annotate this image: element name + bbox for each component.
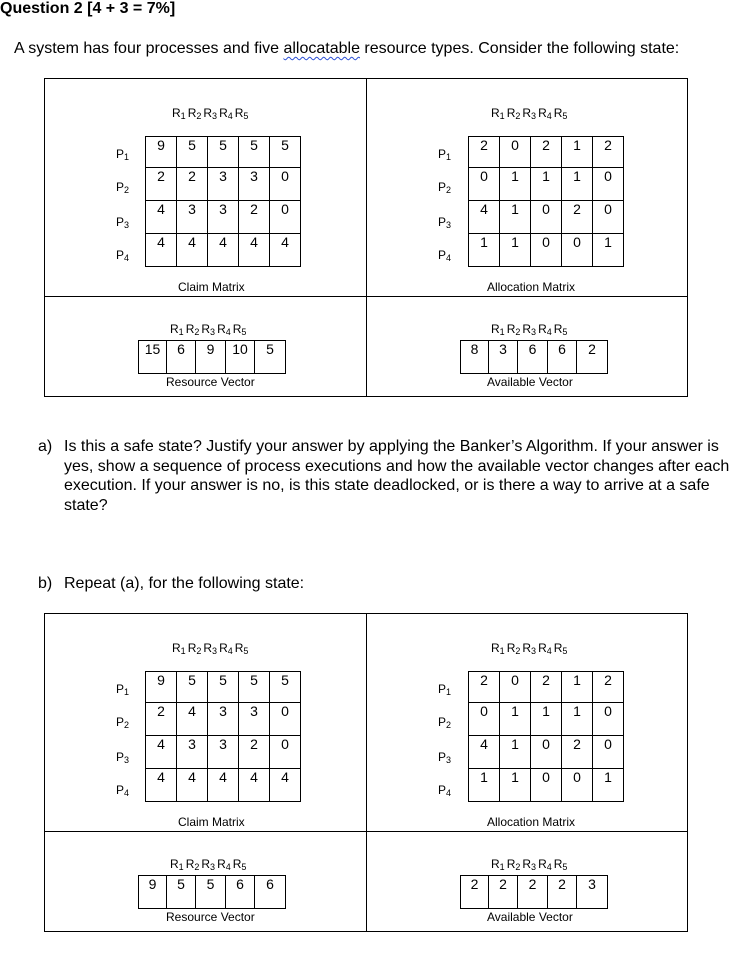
matrix-cell: 0	[500, 672, 531, 703]
matrix-row	[146, 736, 301, 769]
matrix-cell: 4	[270, 234, 301, 267]
matrix-cell: 2	[146, 703, 177, 736]
process-label-2: $P_2$	[438, 715, 452, 730]
matrix-cell: 1	[500, 168, 531, 201]
matrix-cell: 5	[208, 672, 239, 703]
matrix-cell: 2	[469, 137, 500, 168]
resource-header-5: R5	[553, 106, 568, 121]
resource-header-2: R2	[185, 857, 200, 872]
matrix-row	[469, 168, 624, 201]
matrix-cell: 0	[593, 703, 624, 736]
resource-header-1: R1	[170, 322, 184, 337]
matrix-cell: 4	[239, 234, 270, 267]
part-b-text: Repeat (a), for the following state:	[64, 575, 305, 592]
matrix-cell: 0	[270, 201, 301, 234]
resource-header-4: R4	[217, 857, 231, 872]
state_a-resource-header	[170, 322, 248, 337]
matrix-cell: 3	[239, 703, 270, 736]
matrix-cell: 3	[177, 736, 208, 769]
matrix-row	[146, 137, 301, 168]
matrix-cell: 1	[531, 168, 562, 201]
process-label-4: $P_4$	[116, 783, 130, 798]
matrix-cell: 0	[270, 703, 301, 736]
matrix-row	[469, 672, 624, 703]
resource-header-2: R2	[185, 322, 200, 337]
state_b-allocation-matrix	[468, 671, 624, 802]
process-label-1: $P_1$	[438, 147, 452, 162]
resource-header-1: R1	[172, 106, 186, 121]
matrix-cell: 1	[500, 703, 531, 736]
matrix-cell: 2	[593, 137, 624, 168]
matrix-row	[146, 672, 301, 703]
matrix-cell: 1	[469, 234, 500, 267]
state_a-divider-horizontal	[44, 296, 688, 297]
matrix-cell: 0	[469, 168, 500, 201]
state_b-claim-matrix	[145, 671, 301, 802]
matrix-cell: 2	[531, 137, 562, 168]
vector-cell: 3	[577, 876, 608, 909]
matrix-cell: 0	[562, 769, 593, 802]
resource-header-1: R1	[491, 106, 505, 121]
state_b-resource-caption: Resource Vector	[166, 910, 255, 924]
resource-header-5: R5	[234, 106, 249, 121]
vector-row	[461, 876, 608, 909]
vector-cell: 6	[548, 341, 577, 374]
resource-header-5: R5	[232, 322, 247, 337]
vector-cell: 9	[139, 876, 167, 909]
vector-cell: 15	[139, 341, 167, 374]
resource-header-3: R3	[522, 106, 537, 121]
matrix-cell: 1	[593, 769, 624, 802]
matrix-cell: 3	[208, 736, 239, 769]
intro-after: resource types. Consider the following state:	[359, 40, 680, 57]
matrix-cell: 4	[177, 769, 208, 802]
matrix-row	[469, 234, 624, 267]
vector-cell: 5	[196, 876, 226, 909]
vector-cell: 6	[255, 876, 286, 909]
state_a-resource-caption: Resource Vector	[166, 375, 255, 389]
resource-header-1: R1	[491, 857, 505, 872]
matrix-row	[146, 168, 301, 201]
matrix-cell: 1	[562, 137, 593, 168]
matrix-cell: 3	[208, 168, 239, 201]
matrix-row	[469, 137, 624, 168]
vector-row	[139, 341, 286, 374]
resource-header-5: R5	[553, 322, 568, 337]
resource-header-1: R1	[172, 641, 186, 656]
part-a-label: a)	[38, 438, 53, 455]
state_b-divider-horizontal	[44, 831, 688, 832]
resource-header-3: R3	[522, 857, 537, 872]
matrix-cell: 0	[531, 769, 562, 802]
intro-text	[14, 40, 679, 58]
process-label-1: $P_1$	[116, 682, 130, 697]
resource-header-1: R1	[170, 857, 184, 872]
process-label-4: $P_4$	[438, 783, 452, 798]
matrix-cell: 1	[562, 703, 593, 736]
matrix-cell: 2	[531, 672, 562, 703]
resource-header-4: R4	[538, 106, 552, 121]
state_b-resource-header	[170, 857, 248, 872]
matrix-cell: 4	[239, 769, 270, 802]
resource-header-4: R4	[538, 857, 552, 872]
state_a-available-header	[491, 322, 569, 337]
matrix-cell: 0	[593, 736, 624, 769]
process-label-3: $P_3$	[438, 750, 452, 765]
resource-header-3: R3	[201, 857, 216, 872]
state_b-claim-header	[172, 641, 250, 656]
matrix-cell: 2	[239, 201, 270, 234]
matrix-cell: 3	[239, 168, 270, 201]
state_a-allocation-caption: Allocation Matrix	[487, 280, 576, 294]
resource-header-5: R5	[232, 857, 247, 872]
matrix-row	[146, 234, 301, 267]
resource-header-3: R3	[201, 322, 216, 337]
matrix-cell: 2	[562, 736, 593, 769]
resource-header-4: R4	[538, 322, 552, 337]
vector-cell: 2	[518, 876, 548, 909]
state-b-figure	[44, 613, 688, 932]
matrix-cell: 9	[146, 137, 177, 168]
matrix-cell: 5	[239, 672, 270, 703]
part-a	[38, 437, 738, 517]
resource-header-5: R5	[553, 857, 568, 872]
state_b-divider-vertical	[366, 613, 367, 932]
matrix-cell: 4	[469, 736, 500, 769]
matrix-cell: 0	[270, 168, 301, 201]
process-label-3: $P_3$	[116, 750, 130, 765]
matrix-cell: 4	[208, 769, 239, 802]
resource-header-1: R1	[491, 322, 505, 337]
matrix-cell: 4	[270, 769, 301, 802]
matrix-cell: 3	[208, 703, 239, 736]
matrix-cell: 5	[270, 137, 301, 168]
part-a-line-3: execution. If your answer is no, is this state deadlocked, or is there a way to arrive at a safe	[64, 477, 710, 494]
state_a-claim-header	[172, 106, 250, 121]
state_b-available-vector	[460, 875, 608, 909]
state_a-divider-vertical	[366, 78, 367, 397]
matrix-cell: 1	[593, 234, 624, 267]
matrix-cell: 4	[146, 769, 177, 802]
process-label-2: $P_2$	[116, 180, 130, 195]
part-a-line-1: Is this a safe state? Justify your answer by applying the Banker’s Algorithm. If your answer is	[64, 438, 719, 455]
matrix-cell: 1	[469, 769, 500, 802]
matrix-cell: 2	[469, 672, 500, 703]
vector-cell: 9	[196, 341, 226, 374]
matrix-cell: 4	[146, 201, 177, 234]
resource-header-3: R3	[522, 641, 537, 656]
matrix-cell: 4	[208, 234, 239, 267]
matrix-cell: 0	[531, 201, 562, 234]
matrix-cell: 2	[239, 736, 270, 769]
resource-header-2: R2	[187, 641, 202, 656]
matrix-cell: 5	[208, 137, 239, 168]
matrix-row	[146, 769, 301, 802]
state_a-available-caption: Available Vector	[487, 375, 573, 389]
matrix-cell: 9	[146, 672, 177, 703]
matrix-cell: 3	[177, 201, 208, 234]
matrix-row	[469, 769, 624, 802]
resource-header-2: R2	[506, 106, 521, 121]
matrix-cell: 2	[593, 672, 624, 703]
process-label-4: $P_4$	[116, 248, 130, 263]
process-label-1: $P_1$	[116, 147, 130, 162]
matrix-cell: 5	[177, 672, 208, 703]
process-label-3: $P_3$	[116, 215, 130, 230]
vector-cell: 6	[518, 341, 548, 374]
resource-header-3: R3	[203, 106, 218, 121]
state_b-allocation-caption: Allocation Matrix	[487, 815, 576, 829]
matrix-cell: 1	[500, 736, 531, 769]
vector-cell: 5	[255, 341, 286, 374]
matrix-cell: 2	[562, 201, 593, 234]
matrix-cell: 3	[208, 201, 239, 234]
matrix-row	[469, 736, 624, 769]
matrix-cell: 1	[562, 168, 593, 201]
matrix-row	[146, 703, 301, 736]
resource-header-4: R4	[217, 322, 231, 337]
vector-cell: 6	[167, 341, 196, 374]
state_b-available-caption: Available Vector	[487, 910, 573, 924]
intro-before: A system has four processes and five	[14, 40, 284, 57]
part-a-text	[64, 437, 729, 515]
state_a-allocation-header	[491, 106, 569, 121]
state-a-figure	[44, 78, 688, 397]
part-a-line-4: state?	[64, 496, 108, 514]
vector-cell: 8	[461, 341, 489, 374]
resource-header-2: R2	[506, 857, 521, 872]
state_a-allocation-matrix	[468, 136, 624, 267]
matrix-cell: 4	[469, 201, 500, 234]
vector-cell: 2	[461, 876, 489, 909]
part-b-label: b)	[38, 575, 53, 592]
vector-cell: 6	[226, 876, 255, 909]
resource-header-2: R2	[506, 322, 521, 337]
process-label-1: $P_1$	[438, 682, 452, 697]
question-title: Question 2 [4 + 3 = 7%]	[0, 0, 176, 17]
matrix-row	[469, 703, 624, 736]
matrix-cell: 0	[469, 703, 500, 736]
matrix-row	[469, 201, 624, 234]
matrix-cell: 0	[593, 201, 624, 234]
state_b-resource-vector	[138, 875, 286, 909]
vector-cell: 10	[226, 341, 255, 374]
intro-highlight-word: allocatable	[283, 40, 360, 57]
matrix-cell: 1	[500, 201, 531, 234]
resource-header-2: R2	[506, 641, 521, 656]
matrix-cell: 5	[270, 672, 301, 703]
vector-cell: 2	[577, 341, 608, 374]
matrix-cell: 4	[177, 234, 208, 267]
matrix-cell: 0	[531, 234, 562, 267]
resource-header-2: R2	[187, 106, 202, 121]
matrix-cell: 0	[500, 137, 531, 168]
state_a-claim-matrix	[145, 136, 301, 267]
process-label-2: $P_2$	[116, 715, 130, 730]
resource-header-3: R3	[522, 322, 537, 337]
resource-header-3: R3	[203, 641, 218, 656]
resource-header-5: R5	[234, 641, 249, 656]
matrix-cell: 4	[177, 703, 208, 736]
matrix-cell: 2	[146, 168, 177, 201]
state_b-allocation-header	[491, 641, 569, 656]
process-label-4: $P_4$	[438, 248, 452, 263]
matrix-cell: 0	[531, 736, 562, 769]
resource-header-4: R4	[219, 106, 233, 121]
matrix-cell: 0	[593, 168, 624, 201]
process-label-2: $P_2$	[438, 180, 452, 195]
matrix-cell: 1	[500, 234, 531, 267]
part-b	[38, 574, 638, 594]
matrix-cell: 1	[562, 672, 593, 703]
vector-row	[461, 341, 608, 374]
matrix-cell: 4	[146, 234, 177, 267]
state_a-resource-vector	[138, 340, 286, 374]
matrix-cell: 0	[562, 234, 593, 267]
matrix-cell: 0	[270, 736, 301, 769]
resource-header-4: R4	[538, 641, 552, 656]
matrix-cell: 5	[239, 137, 270, 168]
matrix-row	[146, 201, 301, 234]
vector-cell: 2	[548, 876, 577, 909]
resource-header-4: R4	[219, 641, 233, 656]
vector-cell: 5	[167, 876, 196, 909]
process-label-3: $P_3$	[438, 215, 452, 230]
matrix-cell: 2	[177, 168, 208, 201]
matrix-cell: 1	[500, 769, 531, 802]
matrix-cell: 5	[177, 137, 208, 168]
vector-cell: 3	[489, 341, 518, 374]
vector-cell: 2	[489, 876, 518, 909]
state_b-available-header	[491, 857, 569, 872]
state_a-available-vector	[460, 340, 608, 374]
vector-row	[139, 876, 286, 909]
matrix-cell: 4	[146, 736, 177, 769]
state_b-claim-caption: Claim Matrix	[178, 815, 245, 829]
resource-header-1: R1	[491, 641, 505, 656]
resource-header-5: R5	[553, 641, 568, 656]
part-a-line-2: yes, show a sequence of process executions and how the available vector changes after each	[64, 457, 730, 475]
matrix-cell: 1	[531, 703, 562, 736]
state_a-claim-caption: Claim Matrix	[178, 280, 245, 294]
